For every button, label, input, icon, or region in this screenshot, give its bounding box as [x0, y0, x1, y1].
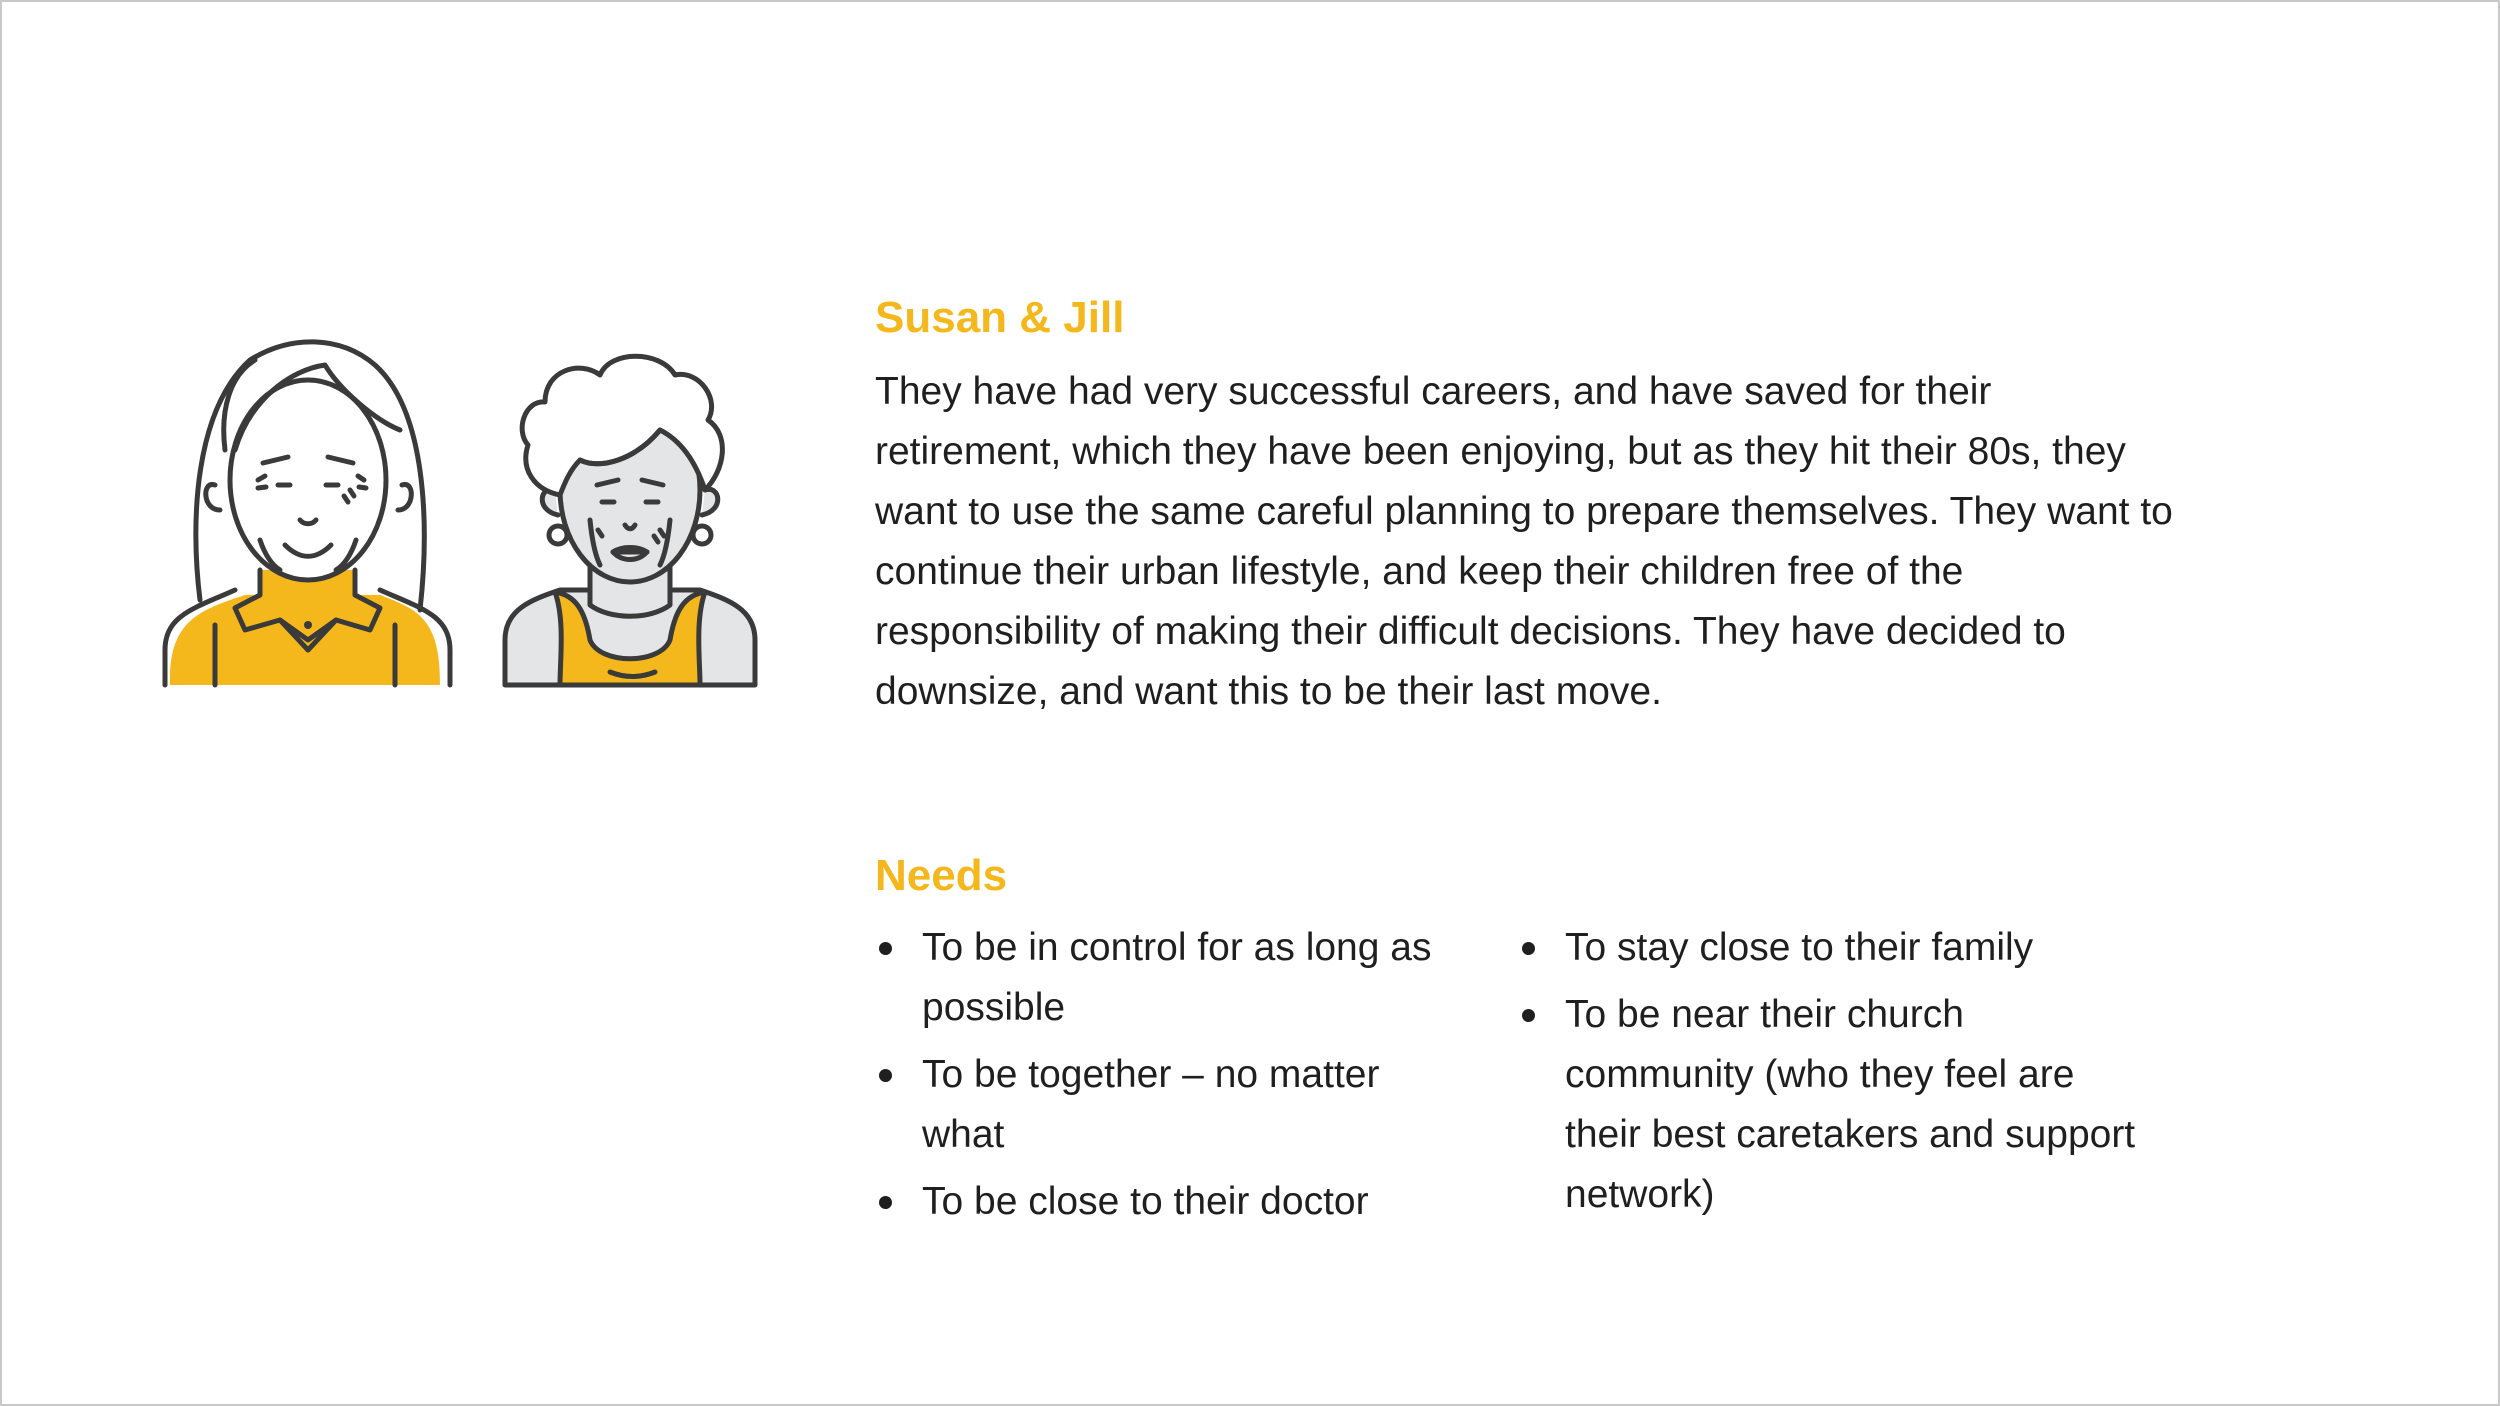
woman-long-hair-avatar-icon [165, 342, 450, 685]
needs-item: To be together – no matter what [875, 1045, 1455, 1165]
needs-list-left [875, 918, 1455, 1239]
needs-item: To be in control for as long as possible [875, 918, 1455, 1038]
persona-title: Susan & Jill [875, 293, 1125, 342]
needs-list-right [1518, 918, 2158, 1232]
needs-item: To be close to their doctor [875, 1172, 1455, 1232]
needs-item: To stay close to their family [1518, 918, 2158, 978]
woman-short-curly-hair-avatar-icon [505, 356, 755, 685]
needs-item: To be near their church community (who they feel are their best caretakers and support network) [1518, 985, 2158, 1225]
persona-avatars [140, 320, 800, 700]
needs-title: Needs [875, 851, 1008, 900]
persona-description: They have had very successful careers, and have saved for their retirement, which they have been enjoying, but as they hit their 80s, they want to use the same careful planning to prepare themselves. They want to continue their urban lifestyle, and keep their children free of the responsibility of making their difficult decisions. They have decided to downsize, and want this to be their last move. [875, 370, 2173, 713]
